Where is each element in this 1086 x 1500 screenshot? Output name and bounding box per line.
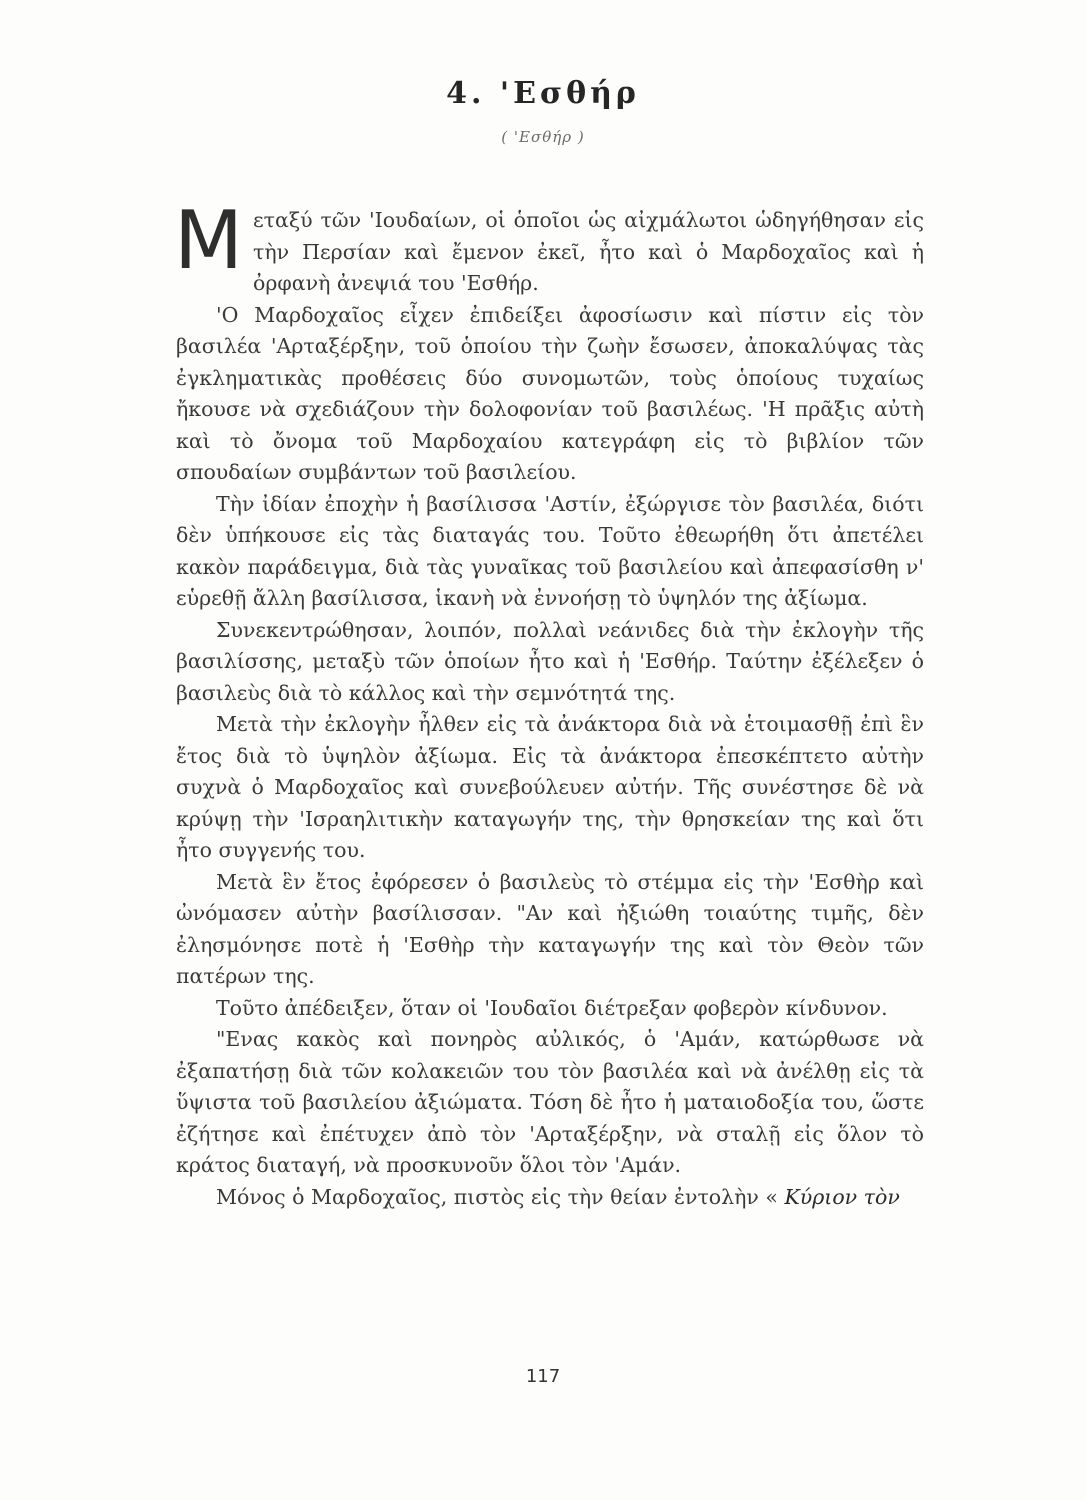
paragraph-3: Τὴν ἰδίαν ἐποχὴν ἡ βασίλισσα 'Αστίν, ἐξώργισε τὸν βασιλέα, διότι δὲν ὑπήκουσε εἰς τὰς διαταγάς του. Τοῦτο ἐθεωρήθη ὅτι ἀπετέλει κακὸν παράδειγμα, διὰ τὰς γυναῖκας τοῦ βασιλείου καὶ ἀπεφασίσθη ν' εὑρεθῇ ἄλλη βασίλισσα, ἱκανὴ νὰ ἐννοήσῃ τὸ ὑψηλόν της ἀξίωμα. — [176, 491, 924, 610]
page-number: 117 — [525, 1366, 561, 1387]
paragraph-5: Μετὰ τὴν ἐκλογὴν ἦλθεν εἰς τὰ ἀνάκτορα διὰ νὰ ἑτοιμασθῇ ἐπὶ ἓν ἔτος διὰ τὸ ὑψηλὸν ἀξίωμα. Εἰς τὰ ἀνάκτορα ἐπεσκέπτετο αὐτὴν συχνὰ ὁ Μαρδοχαῖος καὶ συνεβούλευεν αὐτήν. Τῆς συνέστησε δὲ νὰ κρύψῃ τὴν 'Ισραηλιτικὴν καταγωγήν της, τὴν θρησκείαν της καὶ ὅτι ἦτο συγγενής του. — [176, 712, 924, 862]
paragraph-7: Τοῦτο ἀπέδειξεν, ὅταν οἱ 'Ιουδαῖοι διέτρεξαν φοβερὸν κίνδυνον. — [216, 995, 888, 1020]
paragraph-9-text: Μόνος ὁ Μαρδοχαῖος, πιστὸς εἰς τὴν θείαν ἐντολὴν « — [216, 1184, 785, 1209]
drop-cap: Μ — [174, 194, 244, 287]
paragraph-2: 'Ο Μαρδοχαῖος εἶχεν ἐπιδείξει ἀφοσίωσιν καὶ πίστιν εἰς τὸν βασιλέα 'Αρταξέρξην, τοῦ ὁποίου τὴν ζωὴν ἔσωσεν, ἀποκαλύψας τὰς ἐγκληματικὰς προθέσεις δύο συνομωτῶν, τοὺς ὁποίους τυχαίως ἤκουσε νὰ σχεδιάζουν τὴν δολοφονίαν τοῦ βασιλέως. 'Η πρᾶξις αὐτὴ καὶ τὸ ὄνομα τοῦ Μαρδοχαίου κατεγράφη εἰς τὸ βιβλίον τῶν σπουδαίων συμβάντων τοῦ βασιλείου. — [176, 302, 924, 484]
chapter-subtitle: ( 'Εσθήρ ) — [501, 128, 585, 146]
paragraph-9 — [176, 1182, 924, 1214]
paragraph-8: "Ενας κακὸς καὶ πονηρὸς αὐλικός, ὁ 'Αμάν, κατώρθωσε νὰ ἐξαπατήσῃ διὰ τῶν κολακειῶν του τὸν βασιλέα καὶ νὰ ἀνέλθῃ εἰς τὰ ὕψιστα τοῦ βασιλείου ἀξιώματα. Τόση δὲ ἦτο ἡ ματαιοδοξία του, ὥστε ἐζήτησε καὶ ἐπέτυχεν ἀπὸ τὸν 'Αρταξέρξην, νὰ σταλῇ εἰς ὅλον τὸ κράτος διαταγή, νὰ προσκυνοῦν ὅλοι τὸν 'Αμάν. — [176, 1027, 924, 1177]
paragraph-1-text: εταξύ τῶν 'Ιουδαίων, οἱ ὁποῖοι ὡς αἰχμάλωτοι ὡδηγήθησαν εἰς τὴν Περσίαν καὶ ἔμενον ἐκεῖ, ἦτο καὶ ὁ Μαρδοχαῖος καὶ ἡ ὀρφανὴ ἀνεψιά του 'Εσθήρ. — [253, 208, 924, 295]
paragraph-6: Μετὰ ἓν ἔτος ἐφόρεσεν ὁ βασιλεὺς τὸ στέμμα εἰς τὴν 'Εσθὴρ καὶ ὠνόμασεν αὐτὴν βασίλισσαν. "Αν καὶ ἠξιώθη τοιαύτης τιμῆς, δὲν ἐλησμόνησε ποτὲ ἡ 'Εσθὴρ τὴν καταγωγήν της καὶ τὸν Θεὸν τῶν πατέρων της. — [176, 869, 924, 988]
body-text — [174, 194, 924, 1213]
chapter-title: 4. 'Εσθήρ — [446, 76, 640, 111]
paragraph-9-emphasis: Κύριον τὸν — [784, 1184, 900, 1209]
paragraph-1 — [174, 194, 924, 300]
paragraph-4: Συνεκεντρώθησαν, λοιπόν, πολλαὶ νεάνιδες διὰ τὴν ἐκλογὴν τῆς βασιλίσσης, μεταξὺ τῶν ὁποίων ἦτο καὶ ἡ 'Εσθήρ. Ταύτην ἐξέλεξεν ὁ βασιλεὺς διὰ τὸ κάλλος καὶ τὴν σεμνότητά της. — [176, 617, 924, 705]
